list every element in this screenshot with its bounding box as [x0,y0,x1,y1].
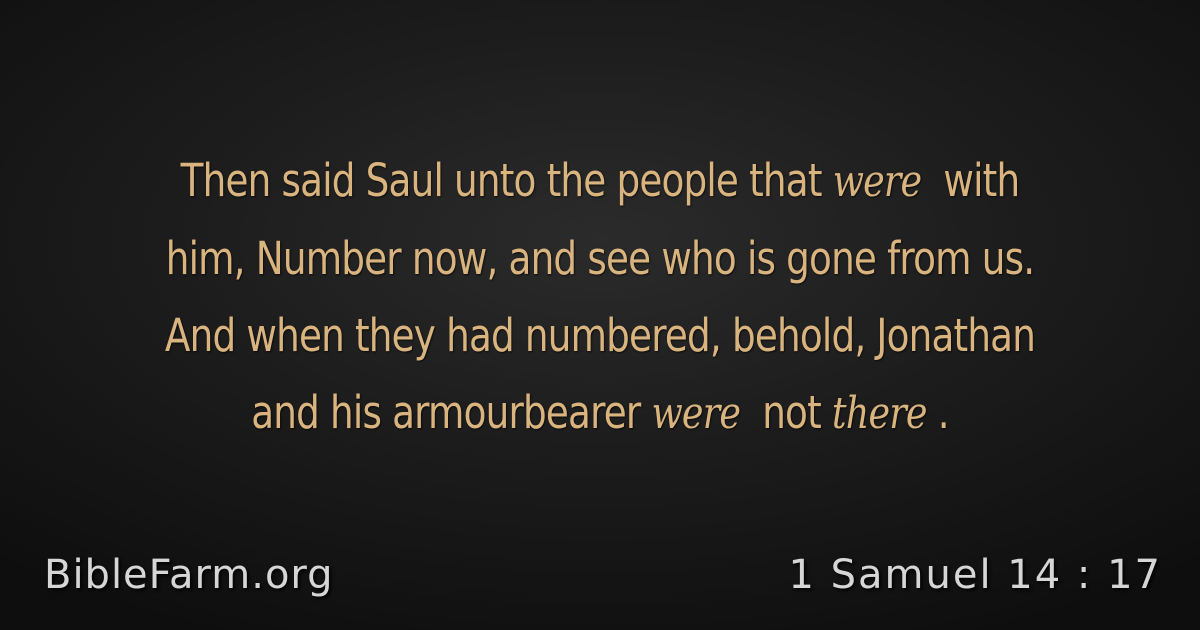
verse-reference: 1 Samuel 14 : 17 [788,552,1162,598]
verse-line-4-italic-were: were [651,388,741,439]
verse-line-3: And when they had numbered, behold, Jonathan [164,309,1036,362]
verse-line-1-italic: were [832,156,922,207]
verse-line-1 [135,142,1065,220]
verse-line-1-text: Then said Saul unto the people that [180,154,833,207]
verse-line-2: him, Number now, and see who is gone from us. [165,232,1035,285]
verse-text [135,142,1065,452]
verse-line-4 [135,374,1065,452]
verse-line-4-italic-there: there [831,388,927,439]
verse-line-4-tail: . [926,386,949,439]
site-name: BibleFarm.org [44,552,334,598]
verse-line-4-middle: not [740,386,832,439]
verse-line-4-text: and his armourbearer [251,386,652,439]
verse-line-1-tail: with [921,154,1020,207]
